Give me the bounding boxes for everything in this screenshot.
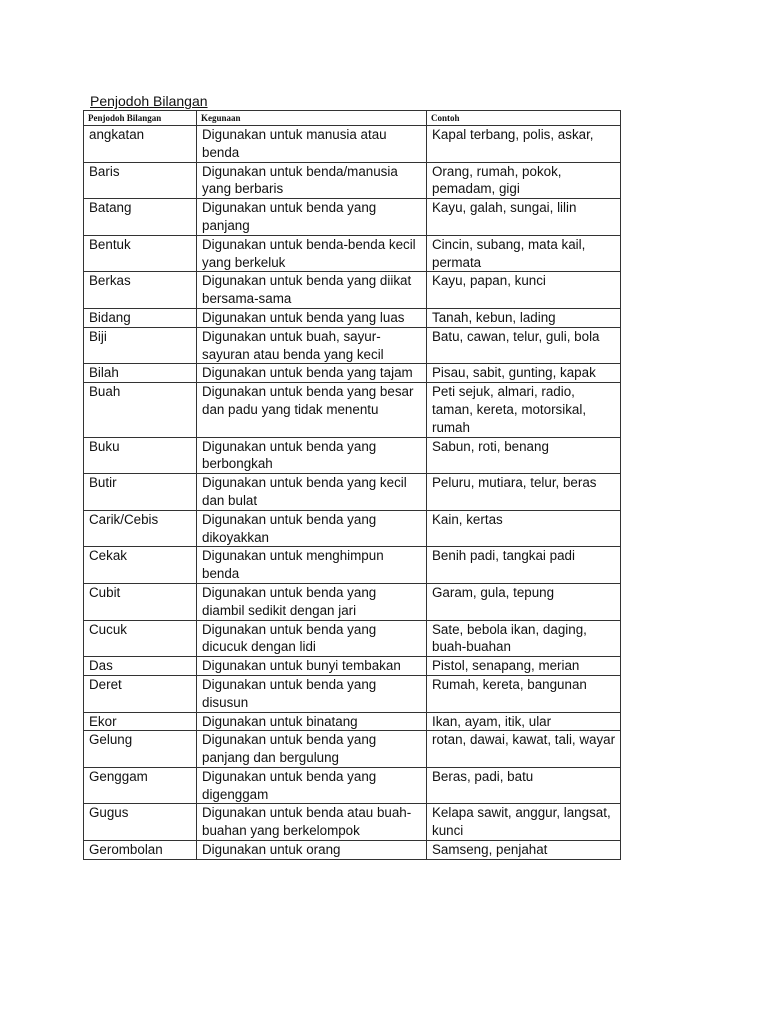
cell-penjodoh: Ekor <box>84 712 197 731</box>
cell-penjodoh: Berkas <box>84 272 197 309</box>
cell-kegunaan: Digunakan untuk benda/manusia yang berbaris <box>197 162 427 199</box>
cell-contoh: Kayu, galah, sungai, lilin <box>427 199 621 236</box>
cell-penjodoh: Biji <box>84 327 197 364</box>
cell-contoh: Sate, bebola ikan, daging, buah-buahan <box>427 620 621 657</box>
cell-contoh: Peti sejuk, almari, radio, taman, kereta, motorsikal, rumah <box>427 383 621 437</box>
cell-penjodoh: Gugus <box>84 804 197 841</box>
table-row <box>84 675 621 712</box>
table-row <box>84 804 621 841</box>
cell-penjodoh: Bentuk <box>84 235 197 272</box>
table-row <box>84 235 621 272</box>
header-kegunaan: Kegunaan <box>197 111 427 126</box>
cell-contoh: Kayu, papan, kunci <box>427 272 621 309</box>
header-penjodoh: Penjodoh Bilangan <box>84 111 197 126</box>
cell-penjodoh: Buah <box>84 383 197 437</box>
cell-kegunaan: Digunakan untuk benda yang disusun <box>197 675 427 712</box>
cell-contoh: Pisau, sabit, gunting, kapak <box>427 364 621 383</box>
table-row <box>84 437 621 474</box>
cell-penjodoh: Genggam <box>84 767 197 804</box>
cell-penjodoh: Gerombolan <box>84 841 197 860</box>
cell-kegunaan: Digunakan untuk benda yang tajam <box>197 364 427 383</box>
cell-kegunaan: Digunakan untuk benda yang luas <box>197 308 427 327</box>
cell-kegunaan: Digunakan untuk benda atau buah-buahan yang berkelompok <box>197 804 427 841</box>
cell-kegunaan: Digunakan untuk buah, sayur-sayuran atau benda yang kecil <box>197 327 427 364</box>
cell-penjodoh: angkatan <box>84 126 197 163</box>
cell-kegunaan: Digunakan untuk benda yang diikat bersama-sama <box>197 272 427 309</box>
cell-penjodoh: Cekak <box>84 547 197 584</box>
cell-contoh: Orang, rumah, pokok, pemadam, gigi <box>427 162 621 199</box>
cell-kegunaan: Digunakan untuk menghimpun benda <box>197 547 427 584</box>
cell-penjodoh: Cucuk <box>84 620 197 657</box>
table-row <box>84 657 621 676</box>
cell-kegunaan: Digunakan untuk benda yang dicucuk dengan lidi <box>197 620 427 657</box>
cell-contoh: Beras, padi, batu <box>427 767 621 804</box>
cell-kegunaan: Digunakan untuk benda yang panjang dan bergulung <box>197 731 427 768</box>
table-row <box>84 308 621 327</box>
penjodoh-table <box>83 110 621 860</box>
cell-kegunaan: Digunakan untuk benda yang diambil sedikit dengan jari <box>197 583 427 620</box>
cell-penjodoh: Bidang <box>84 308 197 327</box>
cell-kegunaan: Digunakan untuk benda yang dikoyakkan <box>197 510 427 547</box>
cell-contoh: Samseng, penjahat <box>427 841 621 860</box>
table-row <box>84 364 621 383</box>
cell-contoh: Kelapa sawit, anggur, langsat, kunci <box>427 804 621 841</box>
table-row <box>84 162 621 199</box>
cell-contoh: Sabun, roti, benang <box>427 437 621 474</box>
cell-kegunaan: Digunakan untuk benda yang digenggam <box>197 767 427 804</box>
cell-contoh: Tanah, kebun, lading <box>427 308 621 327</box>
table-header-row <box>84 111 621 126</box>
cell-kegunaan: Digunakan untuk manusia atau benda <box>197 126 427 163</box>
cell-penjodoh: Gelung <box>84 731 197 768</box>
table-row <box>84 126 621 163</box>
cell-penjodoh: Bilah <box>84 364 197 383</box>
table-row <box>84 712 621 731</box>
cell-contoh: Kain, kertas <box>427 510 621 547</box>
table-row <box>84 272 621 309</box>
table-row <box>84 583 621 620</box>
cell-penjodoh: Deret <box>84 675 197 712</box>
table-body <box>84 126 621 860</box>
table-row <box>84 620 621 657</box>
cell-contoh: Ikan, ayam, itik, ular <box>427 712 621 731</box>
cell-contoh: Cincin, subang, mata kail, permata <box>427 235 621 272</box>
table-row <box>84 383 621 437</box>
cell-contoh: Peluru, mutiara, telur, beras <box>427 474 621 511</box>
table-row <box>84 767 621 804</box>
cell-penjodoh: Carik/Cebis <box>84 510 197 547</box>
table-row <box>84 510 621 547</box>
cell-contoh: Benih padi, tangkai padi <box>427 547 621 584</box>
cell-penjodoh: Butir <box>84 474 197 511</box>
cell-penjodoh: Cubit <box>84 583 197 620</box>
cell-contoh: Pistol, senapang, merian <box>427 657 621 676</box>
cell-kegunaan: Digunakan untuk orang <box>197 841 427 860</box>
cell-kegunaan: Digunakan untuk benda yang berbongkah <box>197 437 427 474</box>
cell-kegunaan: Digunakan untuk benda yang besar dan padu yang tidak menentu <box>197 383 427 437</box>
header-contoh: Contoh <box>427 111 621 126</box>
table-row <box>84 327 621 364</box>
cell-kegunaan: Digunakan untuk benda yang panjang <box>197 199 427 236</box>
cell-kegunaan: Digunakan untuk binatang <box>197 712 427 731</box>
cell-kegunaan: Digunakan untuk bunyi tembakan <box>197 657 427 676</box>
table-row <box>84 731 621 768</box>
cell-penjodoh: Batang <box>84 199 197 236</box>
page-title: Penjodoh Bilangan <box>90 93 208 109</box>
cell-contoh: Garam, gula, tepung <box>427 583 621 620</box>
cell-contoh: Rumah, kereta, bangunan <box>427 675 621 712</box>
table-row <box>84 841 621 860</box>
cell-penjodoh: Das <box>84 657 197 676</box>
table-row <box>84 199 621 236</box>
cell-penjodoh: Baris <box>84 162 197 199</box>
cell-kegunaan: Digunakan untuk benda-benda kecil yang berkeluk <box>197 235 427 272</box>
cell-kegunaan: Digunakan untuk benda yang kecil dan bulat <box>197 474 427 511</box>
cell-contoh: Kapal terbang, polis, askar, <box>427 126 621 163</box>
cell-contoh: rotan, dawai, kawat, tali, wayar <box>427 731 621 768</box>
table-row <box>84 547 621 584</box>
cell-penjodoh: Buku <box>84 437 197 474</box>
cell-contoh: Batu, cawan, telur, guli, bola <box>427 327 621 364</box>
table-row <box>84 474 621 511</box>
